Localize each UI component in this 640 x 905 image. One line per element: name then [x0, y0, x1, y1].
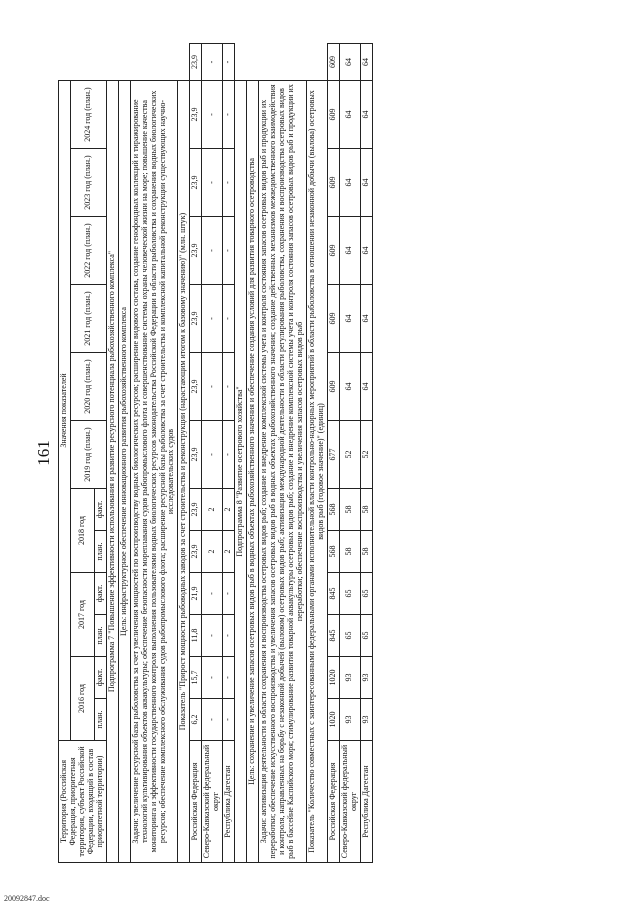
year-header-2022: 2022 год (план.) — [70, 216, 106, 284]
value-cell: - — [202, 80, 223, 148]
value-cell: 23,9 — [190, 216, 202, 284]
document-id: 20092847.doc — [4, 894, 50, 903]
value-cell: 568 — [327, 530, 339, 572]
value-cell: - — [223, 148, 235, 216]
value-cell: 58 — [360, 530, 372, 572]
value-cell: 65 — [360, 572, 372, 614]
territory-header: Территория (Российская Федерация, приоритетная территория, субъект Российской Федерации, входящий в состав приоритетной территории) — [59, 740, 107, 862]
value-cell: - — [202, 216, 223, 284]
value-cell: 609 — [327, 43, 339, 80]
header-row-1 — [59, 43, 71, 862]
value-cell: - — [223, 352, 235, 420]
year-header-2016: 2016 год — [70, 656, 94, 740]
fact-header: факт. — [94, 572, 106, 614]
program7-title: Подпрограмма 7 "Повышение эффективности использования и развитие ресурсного потенциала рыбохозяйственного комплекса" — [106, 80, 118, 862]
program7-rows — [190, 43, 235, 862]
year-header-2018: 2018 год — [70, 488, 94, 572]
value-cell: 64 — [339, 148, 360, 216]
value-cell: 21,9 — [190, 572, 202, 614]
row-territory-name: Северо-Кавказский федеральный округ — [202, 740, 223, 862]
value-cell: 23,9 — [190, 488, 202, 530]
value-cell: - — [223, 698, 235, 740]
row-territory-name: Республика Дагестан — [223, 740, 235, 862]
program7-goal: Цель: инфраструктурное обеспечение инновационного развития рыбохозяйственного комплекса — [118, 80, 130, 862]
value-cell: 52 — [339, 420, 360, 488]
table-row — [190, 43, 202, 862]
row-territory-name: Республика Дагестан — [360, 740, 372, 862]
value-cell: - — [223, 43, 235, 80]
value-cell: 64 — [360, 284, 372, 352]
value-cell: 65 — [360, 614, 372, 656]
value-cell: 23,9 — [190, 420, 202, 488]
value-cell: 2 — [223, 530, 235, 572]
value-cell: 64 — [339, 80, 360, 148]
header-row-2 — [70, 43, 94, 862]
program7-tasks: Задачи: увеличение ресурсной базы рыболовства за счет увеличения мощностей по воспроизводству водных биологических ресурсов; расширение видового состава, создание генофондных коллекций и тиражирование технологий культивирования объектов аквакультуры; обеспечение безопасности мореплавания судов рыбопромыслового флота и совершенствование системы охраны человеческой жизни на море; повышение качества мониторинга и эффективности государственного контроля выполнения пользователями водных биологических ресурсов законодательства Российской Федерации в области рыболовства и сохранения водных биологических ресурсов; обеспечение комплексного обслуживания судов рыбопромыслового флота; расширение ресурсной базы рыболовства за счет строительства и комплексной капитальной реконструкции существующих научно-исследовательских судов — [130, 80, 178, 862]
table-row — [339, 43, 360, 862]
value-cell: 23,9 — [190, 352, 202, 420]
value-cell: 609 — [327, 352, 339, 420]
program8-rows — [327, 43, 372, 862]
value-cell: 845 — [327, 572, 339, 614]
value-cell: 2 — [223, 488, 235, 530]
table-row — [223, 43, 235, 862]
table-row — [327, 43, 339, 862]
value-cell: 23,9 — [190, 80, 202, 148]
value-cell: 11,8 — [190, 614, 202, 656]
indicators-table — [58, 43, 373, 863]
value-cell: 58 — [339, 530, 360, 572]
value-cell: 58 — [339, 488, 360, 530]
value-cell: 15,7 — [190, 656, 202, 698]
program7-indicator: Показатель "Прирост мощности рыбоводных заводов за счет строительства и реконструкции (нарастающим итогом к базовому значению)" (млн. штук) — [178, 80, 190, 862]
value-cell: - — [202, 352, 223, 420]
row-territory-name: Северо-Кавказский федеральный округ — [339, 740, 360, 862]
program8-goal: Цель: сохранение и увеличение запасов осетровых видов рыб в водных объектах рыбохозяйственного значения и обеспечение создания условий для развития товарного осетроводства — [247, 80, 259, 862]
table-row — [202, 43, 223, 862]
value-cell: 65 — [339, 572, 360, 614]
value-cell: 64 — [360, 352, 372, 420]
table-row — [360, 43, 372, 862]
plan-header: план. — [94, 530, 106, 572]
row-territory-name: Российская Федерация — [190, 740, 202, 862]
year-header-2021: 2021 год (план.) — [70, 284, 106, 352]
plan-header: план. — [94, 614, 106, 656]
plan-header: план. — [94, 698, 106, 740]
value-cell: - — [223, 572, 235, 614]
row-territory-name: Российская Федерация — [327, 740, 339, 862]
value-cell: 64 — [360, 80, 372, 148]
value-cell: 93 — [339, 656, 360, 698]
value-cell: 23,9 — [190, 284, 202, 352]
value-cell: 23,9 — [190, 530, 202, 572]
value-cell: 609 — [327, 284, 339, 352]
value-cell: 2 — [202, 530, 223, 572]
value-cell: 64 — [339, 216, 360, 284]
value-cell: 65 — [339, 614, 360, 656]
value-cell: 64 — [360, 43, 372, 80]
program8-title: Подпрограмма 8 "Развитие осетрового хозяйства" — [235, 80, 247, 862]
year-header-2019: 2019 год (план.) — [70, 420, 106, 488]
value-cell: 23,9 — [190, 148, 202, 216]
fact-header: факт. — [94, 656, 106, 698]
value-cell: 609 — [327, 148, 339, 216]
value-cell: 1020 — [327, 656, 339, 698]
value-cell: 568 — [327, 488, 339, 530]
value-cell: 64 — [339, 43, 360, 80]
value-cell: 677 — [327, 420, 339, 488]
value-cell: - — [202, 614, 223, 656]
value-cell: - — [223, 284, 235, 352]
value-cell: 93 — [339, 698, 360, 740]
rotated-content — [30, 33, 610, 873]
value-cell: 609 — [327, 80, 339, 148]
value-cell: 93 — [360, 656, 372, 698]
year-header-2020: 2020 год (план.) — [70, 352, 106, 420]
value-cell: 93 — [360, 698, 372, 740]
value-cell: - — [223, 656, 235, 698]
year-header-2017: 2017 год — [70, 572, 94, 656]
value-cell: - — [202, 43, 223, 80]
program8-tasks: Задачи: активизация деятельности в области сохранения и воспроизводства осетровых видов рыб; создание и внедрение комплексной системы учета и контроля состояния запасов осетровых видов рыб и продукции их переработки; обеспечение искусственного воспроизводства и увеличения запасов осетровых видов рыб в водных объектах рыбохозяйственного значения; создание действенных механизмов межведомственного взаимодействия и контроля, направленных на борьбу с незаконной добычей (выловом) осетровых видов рыб; активизация международной деятельности в области регулирования рыболовства, сохранения и воспроизводства осетровых видов рыб в бассейне Каспийского моря; стимулирование развития товарной аквакультуры осетровых видов рыб; создание и внедрение комплексной системы учета и контроля состояния запасов осетровых видов рыб и продукции их переработки; обеспечение воспроизводства и увеличения запасов осетровых видов рыб — [259, 80, 307, 862]
value-cell: - — [202, 284, 223, 352]
value-cell: 1020 — [327, 698, 339, 740]
value-cell: 52 — [360, 420, 372, 488]
value-cell: - — [202, 420, 223, 488]
value-cell: 64 — [339, 352, 360, 420]
value-cell: 64 — [360, 216, 372, 284]
value-cell: - — [223, 80, 235, 148]
page-number: 161 — [34, 439, 53, 466]
fact-header: факт. — [94, 488, 106, 530]
year-header-2024: 2024 год (план.) — [70, 80, 106, 148]
value-cell: - — [223, 420, 235, 488]
value-cell: - — [223, 614, 235, 656]
value-cell: 64 — [360, 148, 372, 216]
program8-indicator: Показатель "Количество совместных с заинтересованными федеральными органами исполнительной власти контрольно-надзорных мероприятий в области рыболовства в отношении незаконной добычи (вылова) осетровых видов рыб (годовое значение)" (единиц) — [306, 80, 327, 862]
values-header: Значения показателей — [59, 80, 71, 740]
value-cell: 64 — [339, 284, 360, 352]
value-cell: - — [202, 698, 223, 740]
value-cell: - — [202, 572, 223, 614]
value-cell: - — [202, 148, 223, 216]
year-header-2023: 2023 год (план.) — [70, 148, 106, 216]
value-cell: - — [223, 216, 235, 284]
value-cell: 609 — [327, 216, 339, 284]
value-cell: - — [202, 656, 223, 698]
value-cell: 2 — [202, 488, 223, 530]
value-cell: 845 — [327, 614, 339, 656]
value-cell: 58 — [360, 488, 372, 530]
value-cell: 23,9 — [190, 43, 202, 80]
value-cell: 6,2 — [190, 698, 202, 740]
